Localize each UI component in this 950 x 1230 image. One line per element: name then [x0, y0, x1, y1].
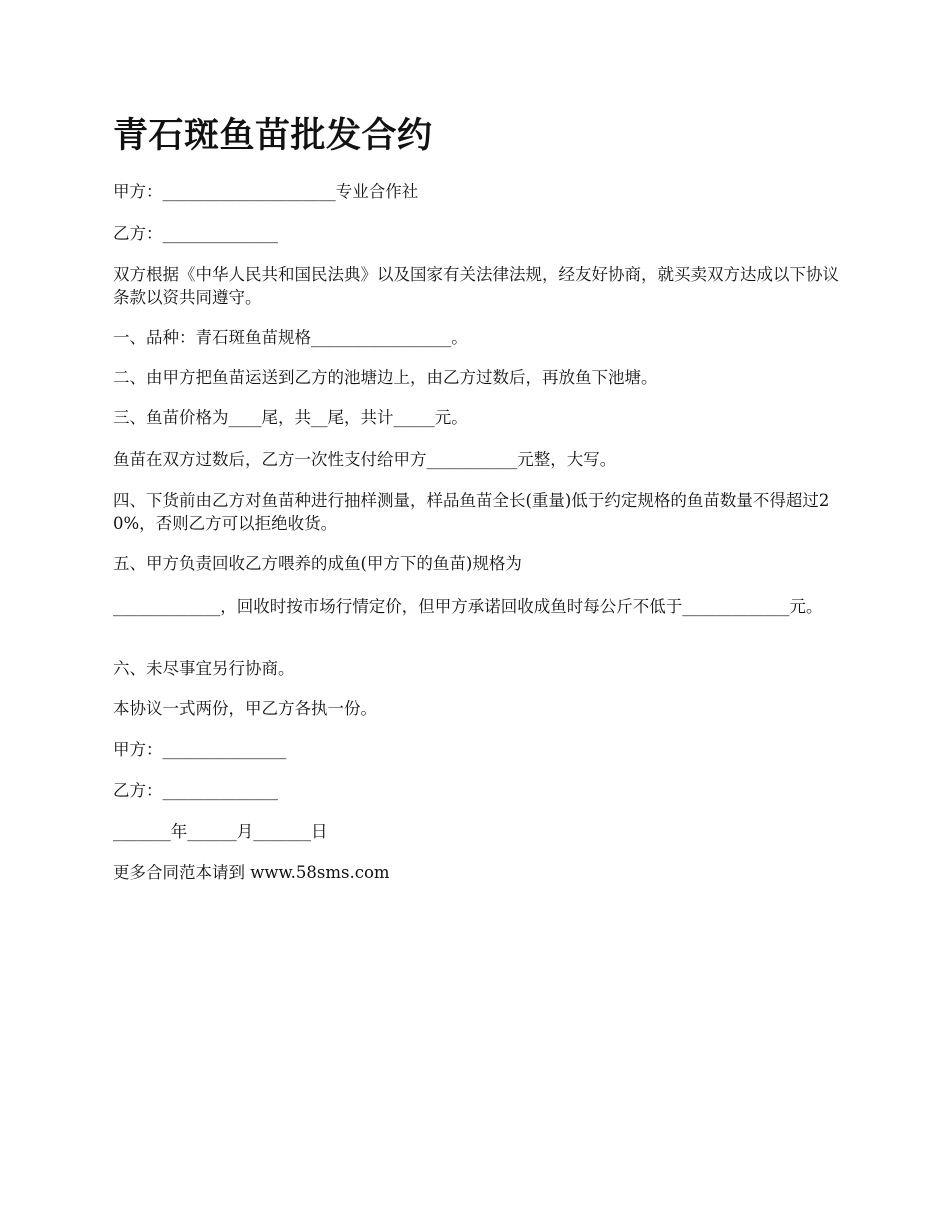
preamble-paragraph: 双方根据《中华人民共和国民法典》以及国家有关法律法规，经友好协商，就买卖双方达成以下协议条款以资共同遵守。: [113, 265, 839, 307]
clause-price: 三、鱼苗价格为____尾，共__尾，共计_____元。: [113, 408, 468, 427]
clause-buyback-spec: 五、甲方负责回收乙方喂养的成鱼(甲方下的鱼苗)规格为: [113, 554, 522, 573]
party-b-line: 乙方：______________: [113, 224, 278, 243]
footer-link-text: 更多合同范本请到 www.58sms.com: [113, 863, 390, 882]
signature-party-a: 甲方：_______________: [113, 740, 287, 759]
signature-party-b: 乙方：______________: [113, 781, 278, 800]
clause-inspection: 四、下货前由乙方对鱼苗种进行抽样测量，样品鱼苗全长(重量)低于约定规格的鱼苗数量不得超过20%，否则乙方可以拒绝收货。: [113, 491, 830, 533]
clause-variety: 一、品种：青石斑鱼苗规格_________________。: [113, 328, 468, 347]
clause-payment: 鱼苗在双方过数后，乙方一次性支付给甲方___________元整，大写。: [113, 450, 617, 469]
clause-buyback-price: _____________，回收时按市场行情定价，但甲方承诺回收成鱼时每公斤不低于_____________元。: [113, 597, 823, 616]
date-line: _______年______月_______日: [113, 822, 328, 841]
clause-misc: 六、未尽事宜另行协商。: [113, 659, 295, 678]
document-title: 青石斑鱼苗批发合约: [113, 115, 433, 156]
copies-statement: 本协议一式两份，甲乙方各执一份。: [113, 699, 377, 718]
party-a-line: 甲方：_____________________专业合作社: [113, 182, 419, 201]
clause-delivery: 二、由甲方把鱼苗运送到乙方的池塘边上，由乙方过数后，再放鱼下池塘。: [113, 368, 658, 387]
